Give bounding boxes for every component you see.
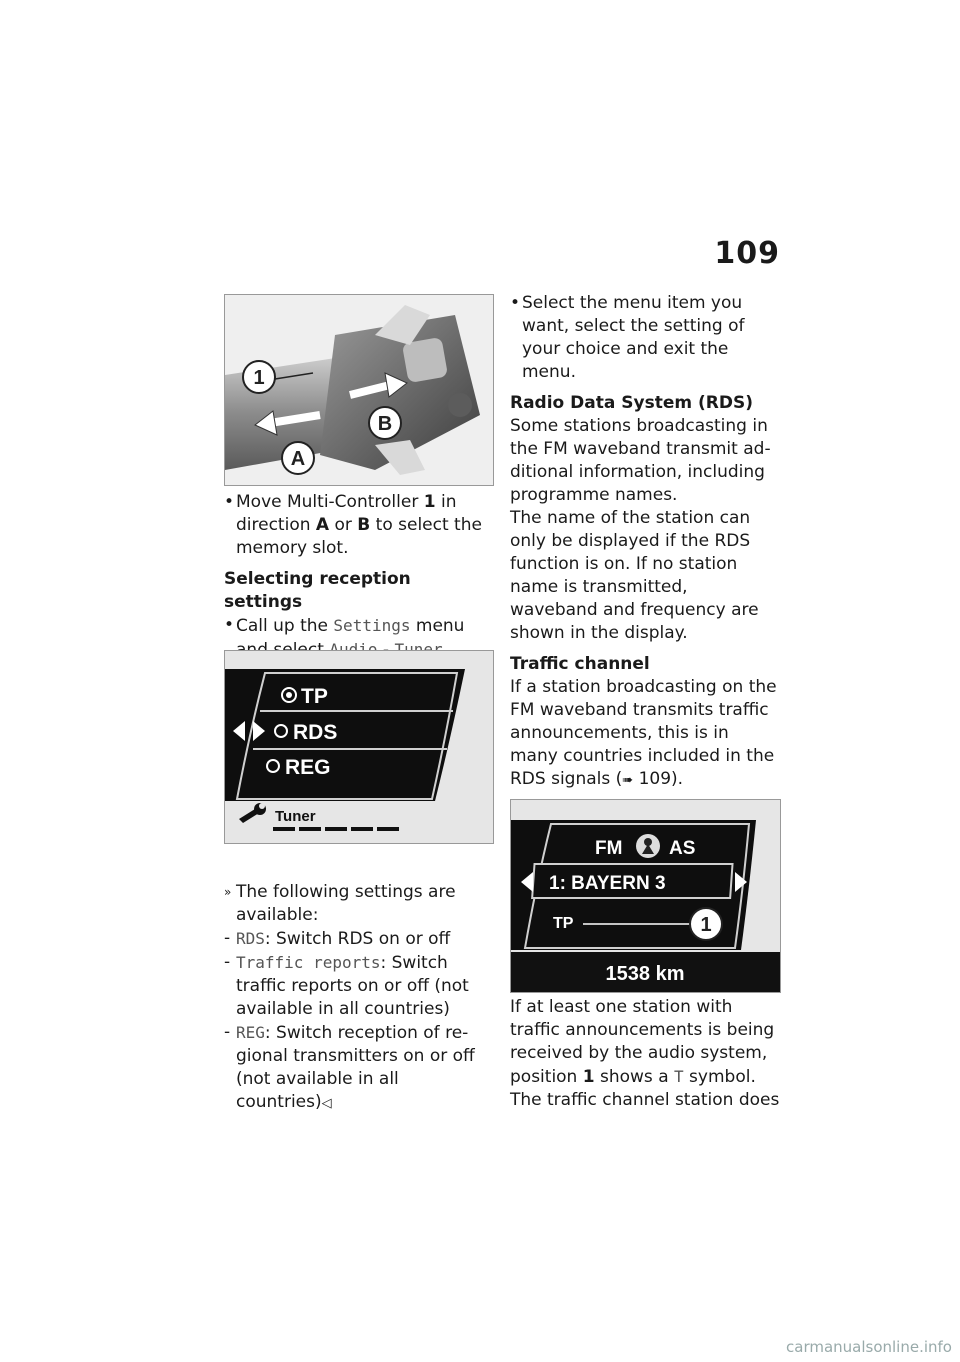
menu-item-tp: TP [301, 685, 328, 708]
menu-item-rds: RDS [293, 721, 338, 744]
label-1: 1 [700, 914, 712, 936]
range-readout: 1538 km [605, 963, 685, 985]
tp-label: TP [553, 915, 574, 932]
bullet-call-up-settings: • Call up the Settings menu [224, 615, 465, 636]
heading-selecting-reception: Selecting reception settings [224, 569, 411, 612]
end-mark-icon: ◁ [321, 1096, 332, 1111]
heading-traffic-channel: Traffic channel [510, 654, 650, 674]
heading-rds: Radio Data System (RDS) [510, 393, 753, 413]
fm-station-display [511, 800, 780, 992]
figure-tuner-menu [224, 650, 494, 844]
tuner-menu-display [225, 651, 493, 843]
mode-label: AS [669, 838, 696, 859]
page-number: 109 [714, 236, 780, 271]
option-traffic-reports: - Traffic reports: Switch traffic reports on or off (not available in all countries) [224, 952, 469, 1019]
station-name: 1: BAYERN 3 [549, 873, 666, 894]
bullet-move-controller: • Move Multi-Controller 1 in direction A or B to select the memory slot. [224, 492, 482, 558]
traffic-paragraph-2: If at least one station with traffic announcements is being received by the audio system, position 1 shows a T symbol. [510, 997, 775, 1087]
option-rds: - RDS: Switch RDS on or off [224, 928, 451, 949]
bullet-icon: • [224, 492, 235, 512]
rds-paragraph-1: Some stations broadcasting in the FM waveband transmit additional information, including programme names. [510, 416, 771, 505]
multi-controller-illustration [225, 295, 493, 485]
label-b: B [377, 413, 393, 435]
bullet-select-menu-item: • Select the menu item you want, select the setting of your choice and exit the menu. [510, 293, 745, 382]
right-column-continued [510, 996, 780, 1112]
tuner-footer-label: Tuner [275, 808, 316, 825]
page-reference-arrow-icon: ➠ [622, 773, 634, 788]
left-column [224, 491, 492, 662]
rds-paragraph-2: The name of the station can only be displayed if the RDS function is on. If no station name is transmitted, waveband and frequency are shown in the display. [510, 508, 759, 643]
traffic-paragraph-3: The traffic channel station does [510, 1090, 780, 1110]
menu-item-reg: REG [285, 756, 331, 779]
figure-fm-display [510, 799, 781, 993]
figure-multi-controller [224, 294, 494, 486]
option-reg: - REG: Switch reception of regional transmitters on or off (not available in all countries)◁ [224, 1022, 475, 1112]
traffic-paragraph-1: If a station broadcasting on the FM waveband transmits traffic announcements, this is in many countries included in the RDS signals (➠ 109). [510, 677, 777, 789]
result-available-settings: » The following settings are available: [224, 882, 456, 925]
bullet-icon: • [224, 615, 235, 635]
footer-watermark: carmanualsonline.info [786, 1338, 952, 1356]
bullet-icon: • [510, 293, 521, 313]
label-a: A [290, 448, 306, 470]
right-column [510, 292, 780, 792]
label-1: 1 [253, 367, 265, 389]
band-label: FM [595, 838, 623, 859]
result-arrow-icon: » [224, 885, 232, 899]
left-column-options [224, 881, 492, 1115]
